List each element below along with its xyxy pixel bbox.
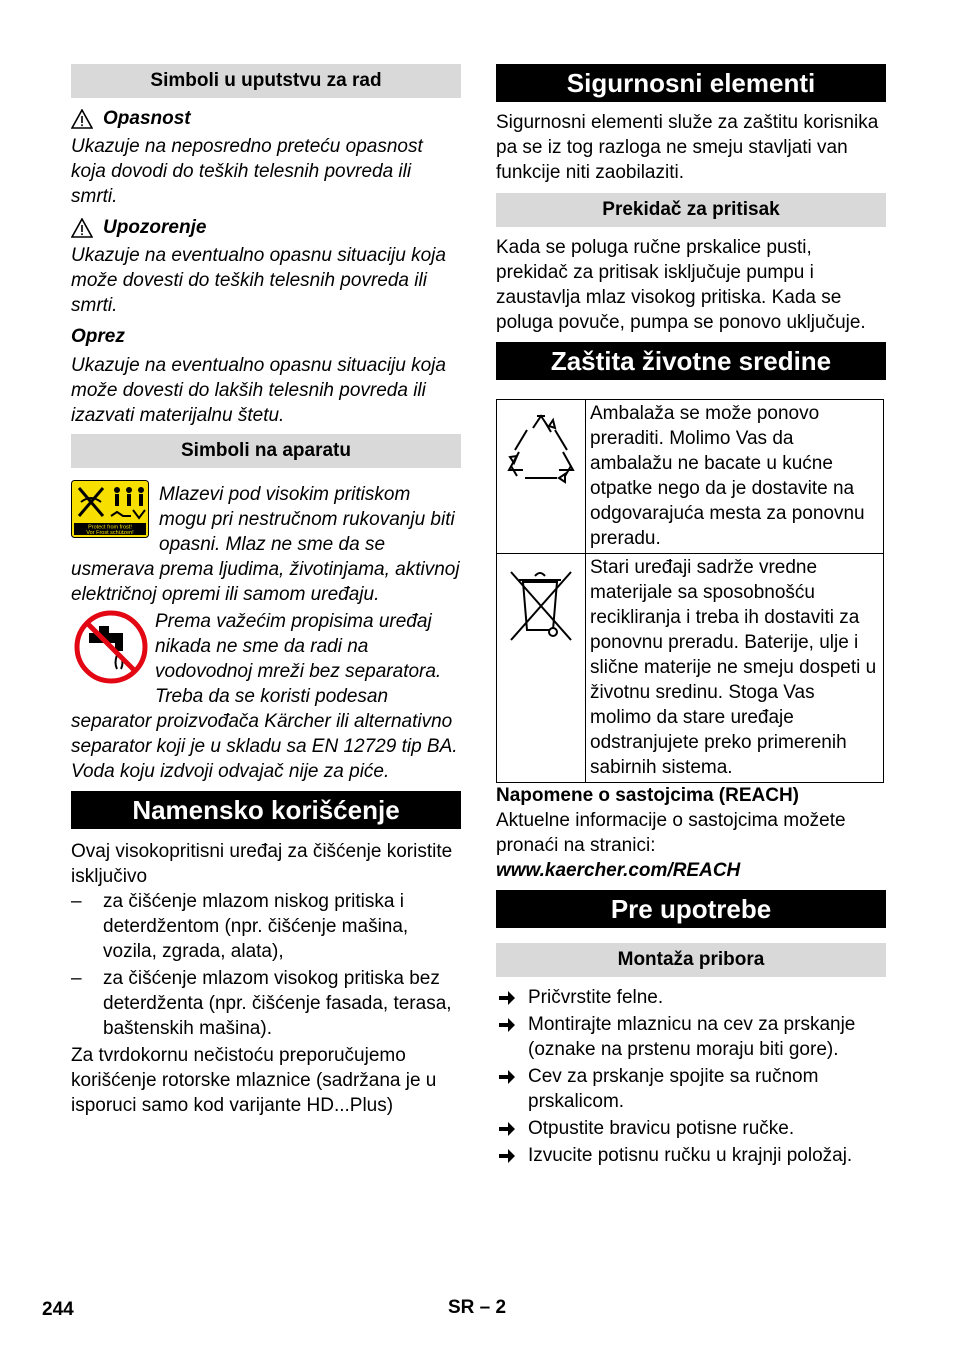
- arrow-right-icon: [498, 989, 516, 1007]
- reach-text: Aktuelne informacije o sastojcima možete pronaći na stranici:: [496, 810, 846, 856]
- language-page-label: SR – 2: [448, 1297, 507, 1318]
- list-item-text: Cev za prskanje spojite sa ručnom prskalicom.: [528, 1066, 819, 1112]
- list-item: [71, 966, 461, 1041]
- table-row: [497, 400, 884, 554]
- intended-use-outro: Za tvrdokornu nečistoću preporučujemo korišćenje rotorske mlaznice (sadržana je u isporuci samo kod varijante HD...Plus): [71, 1045, 437, 1116]
- list-item-text: za čišćenje mlazom niskog pritiska i deterdžentom (npr. čišćenje mašina, vozila, zgrada, alata),: [103, 891, 409, 962]
- pictogram-text-2: Vor Frost schützen!: [86, 530, 134, 536]
- reach-heading: Napomene o sastojcima (REACH): [496, 785, 800, 806]
- table-cell-text: Ambalaža se može ponovo preraditi. Molimo Vas da ambalažu ne bacate u kućne otpatke nego da je dostavite na odgovarajuća mesta za ponovnu preradu.: [586, 400, 884, 554]
- pressure-switch-heading: Prekidač za pritisak: [496, 193, 886, 227]
- list-item-text: za čišćenje mlazom visokog pritiska bez deterdženta (npr. čišćenje fasada, terasa, baštenskih mašina).: [103, 968, 452, 1039]
- list-item-text: Pričvrstite felne.: [528, 987, 664, 1008]
- arrow-right-icon: [498, 1120, 516, 1138]
- table-cell-text: Stari uređaji sadrže vredne materijale sa sposobnošću recikliranja i treba ih dostaviti za ponovnu preradu. Baterije, ulje i slične materije ne smeju dospeti u životnu sredinu. Stoga Vas molimo da stare uređaje odstranjujete preko primerenih sabirnih sistema.: [586, 554, 884, 783]
- list-item: [71, 889, 461, 964]
- page-number: 244: [42, 1299, 74, 1320]
- warning-label-row: [71, 215, 461, 240]
- left-column: [71, 64, 461, 1118]
- list-item: [496, 1116, 886, 1141]
- device-symbols-heading: Simboli na aparatu: [71, 434, 461, 468]
- table-row: [497, 554, 884, 783]
- list-item: [496, 985, 886, 1010]
- list-item: [496, 1064, 886, 1114]
- environment-table: [496, 399, 884, 783]
- arrow-right-icon: [498, 1147, 516, 1165]
- dash-marker: –: [71, 968, 82, 989]
- before-use-heading: Pre upotrebe: [496, 890, 886, 928]
- jet-warning-text: Mlazevi pod visokim pritiskom mogu pri nestručnom rukovanju biti opasni. Mlaz ne sme da se usmerava prema ljudima, životinjama, aktivnoj električnoj opremi ili samom uređaju.: [71, 484, 460, 605]
- water-note: Voda koju izdvoji odvajač nije za piće.: [71, 761, 390, 782]
- safety-text: Sigurnosni elementi služe za zaštitu korisnika pa se iz tog razloga ne smeju stavljati van funkcije niti zaobilaziti.: [496, 112, 879, 183]
- jet-warning-block: [71, 480, 461, 607]
- dash-marker: –: [71, 891, 82, 912]
- warning-label: Upozorenje: [103, 217, 207, 238]
- right-column: [496, 64, 886, 1170]
- high-pressure-pictogram: [71, 480, 149, 538]
- table-cell-icon: [497, 400, 586, 554]
- list-item-text: Otpustite bravicu potisne ručke.: [528, 1118, 795, 1139]
- environment-heading: Zaštita životne sredine: [496, 342, 886, 380]
- pictogram-text-1: Protect from frost!: [88, 524, 132, 531]
- reach-link[interactable]: www.kaercher.com/REACH: [496, 860, 741, 881]
- symbols-heading: Simboli u uputstvu za rad: [71, 64, 461, 98]
- warning-triangle-icon: [71, 109, 93, 129]
- table-cell-icon: [497, 554, 586, 783]
- warning-text: Ukazuje na eventualno opasnu situaciju koja može dovesti do teških telesnih povreda ili smrti.: [71, 245, 446, 316]
- caution-text: Ukazuje na eventualno opasnu situaciju koja može dovesti do lakših telesnih povreda ili izazvati materijalnu štetu.: [71, 355, 446, 426]
- assembly-steps: [496, 985, 886, 1168]
- list-item: [496, 1143, 886, 1168]
- intended-use-heading: Namensko korišćenje: [71, 791, 461, 829]
- danger-label-row: [71, 106, 461, 131]
- water-separator-block: [71, 609, 461, 759]
- caution-label: Oprez: [71, 326, 125, 347]
- pressure-switch-text: Kada se poluga ručne prskalice pusti, prekidač za pritisak isključuje pumpu i zaustavlja mlaz visokog pritiska. Kada se poluga povuče, pumpa se ponovo uključuje.: [496, 237, 866, 333]
- danger-text: Ukazuje na neposredno preteću opasnost koja dovodi do teških telesnih povreda ili smrti.: [71, 136, 423, 207]
- list-item-text: Izvucite potisnu ručku u krajnji položaj.: [528, 1145, 853, 1166]
- warning-triangle-icon: [71, 218, 93, 238]
- water-separator-text: Prema važećim propisima uređaj nikada ne sme da radi na vodovodnoj mreži bez separatora. Treba da se koristi podesan separator proizvođača Kärcher ili alternativno separator koji je u skladu sa EN 12729 tip BA.: [71, 611, 458, 757]
- recycling-icon: [497, 400, 585, 520]
- list-item: [496, 1012, 886, 1062]
- arrow-right-icon: [498, 1068, 516, 1086]
- list-item-text: Montirajte mlaznicu na cev za prskanje (oznake na prstenu moraju biti gore).: [528, 1014, 856, 1060]
- crossed-bin-icon: [497, 554, 585, 644]
- safety-heading: Sigurnosni elementi: [496, 64, 886, 102]
- assembly-heading: Montaža pribora: [496, 943, 886, 977]
- intended-use-intro: Ovaj visokopritisni uređaj za čišćenje koristite isključivo: [71, 841, 453, 887]
- arrow-right-icon: [498, 1016, 516, 1034]
- danger-label: Opasnost: [103, 108, 191, 129]
- intended-use-list: [71, 889, 461, 1041]
- no-drinking-water-connection-icon: [73, 609, 149, 685]
